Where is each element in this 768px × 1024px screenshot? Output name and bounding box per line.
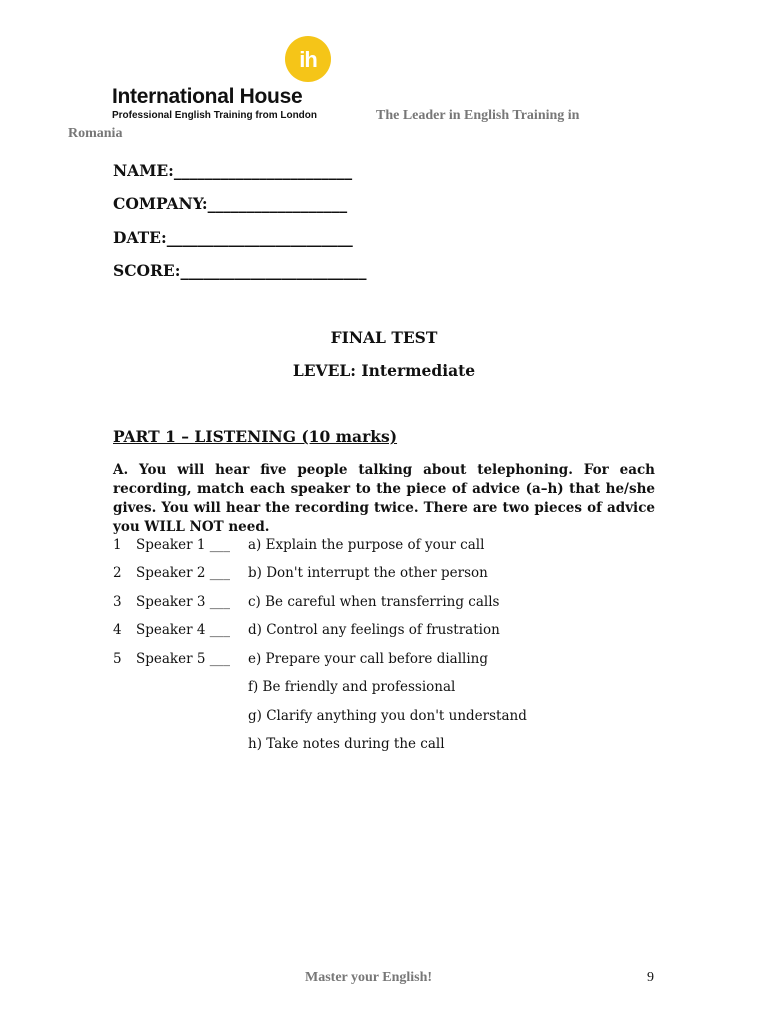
speaker-number: 2	[113, 565, 122, 581]
speaker-label: Speaker 2 ___	[136, 565, 230, 581]
page-number: 9	[647, 970, 654, 985]
name-field: NAME:_______________________	[113, 161, 353, 180]
speaker-label: Speaker 1 ___	[136, 537, 230, 553]
tagline-line2: Romania	[68, 126, 123, 141]
part1-instructions: A. You will hear five people talking about telephoning. For each recording, match each speaker to the piece of advice (a–h) that he/she gives. You will hear the recording twice. There are two pieces of advice you WILL NOT need.	[113, 462, 655, 535]
test-level: LEVEL: Intermediate	[292, 361, 476, 380]
ih-logo-mark-text: ih	[299, 47, 317, 72]
ih-logo	[112, 36, 332, 122]
logo-name: International House	[112, 85, 303, 108]
speaker-number: 3	[113, 594, 122, 610]
speaker-label: Speaker 5 ___	[136, 651, 230, 667]
speaker-number: 4	[113, 622, 122, 638]
speaker-label: Speaker 4 ___	[136, 622, 230, 638]
speaker-label: Speaker 3 ___	[136, 594, 230, 610]
advice-item: b) Don't interrupt the other person	[248, 565, 488, 581]
date-field: DATE:________________________	[113, 228, 353, 247]
advice-item: g) Clarify anything you don't understand	[248, 708, 527, 724]
test-title: FINAL TEST	[330, 328, 438, 347]
score-field: SCORE:________________________	[113, 261, 367, 280]
advice-item: e) Prepare your call before dialling	[248, 651, 489, 667]
advice-item: h) Take notes during the call	[248, 736, 445, 752]
advice-item: a) Explain the purpose of your call	[248, 537, 485, 553]
speaker-number: 1	[113, 537, 122, 553]
ih-logo-mark	[285, 36, 331, 82]
tagline-line1: The Leader in English Training in	[376, 108, 580, 123]
logo-subtitle: Professional English Training from London	[112, 110, 318, 121]
advice-item: f) Be friendly and professional	[248, 679, 456, 695]
company-field: COMPANY:__________________	[113, 194, 348, 213]
advice-item: c) Be careful when transferring calls	[248, 594, 500, 610]
footer-slogan: Master your English!	[305, 970, 433, 985]
part1-heading: PART 1 – LISTENING (10 marks)	[113, 427, 398, 446]
speaker-number: 5	[113, 651, 122, 667]
advice-item: d) Control any feelings of frustration	[248, 622, 500, 638]
